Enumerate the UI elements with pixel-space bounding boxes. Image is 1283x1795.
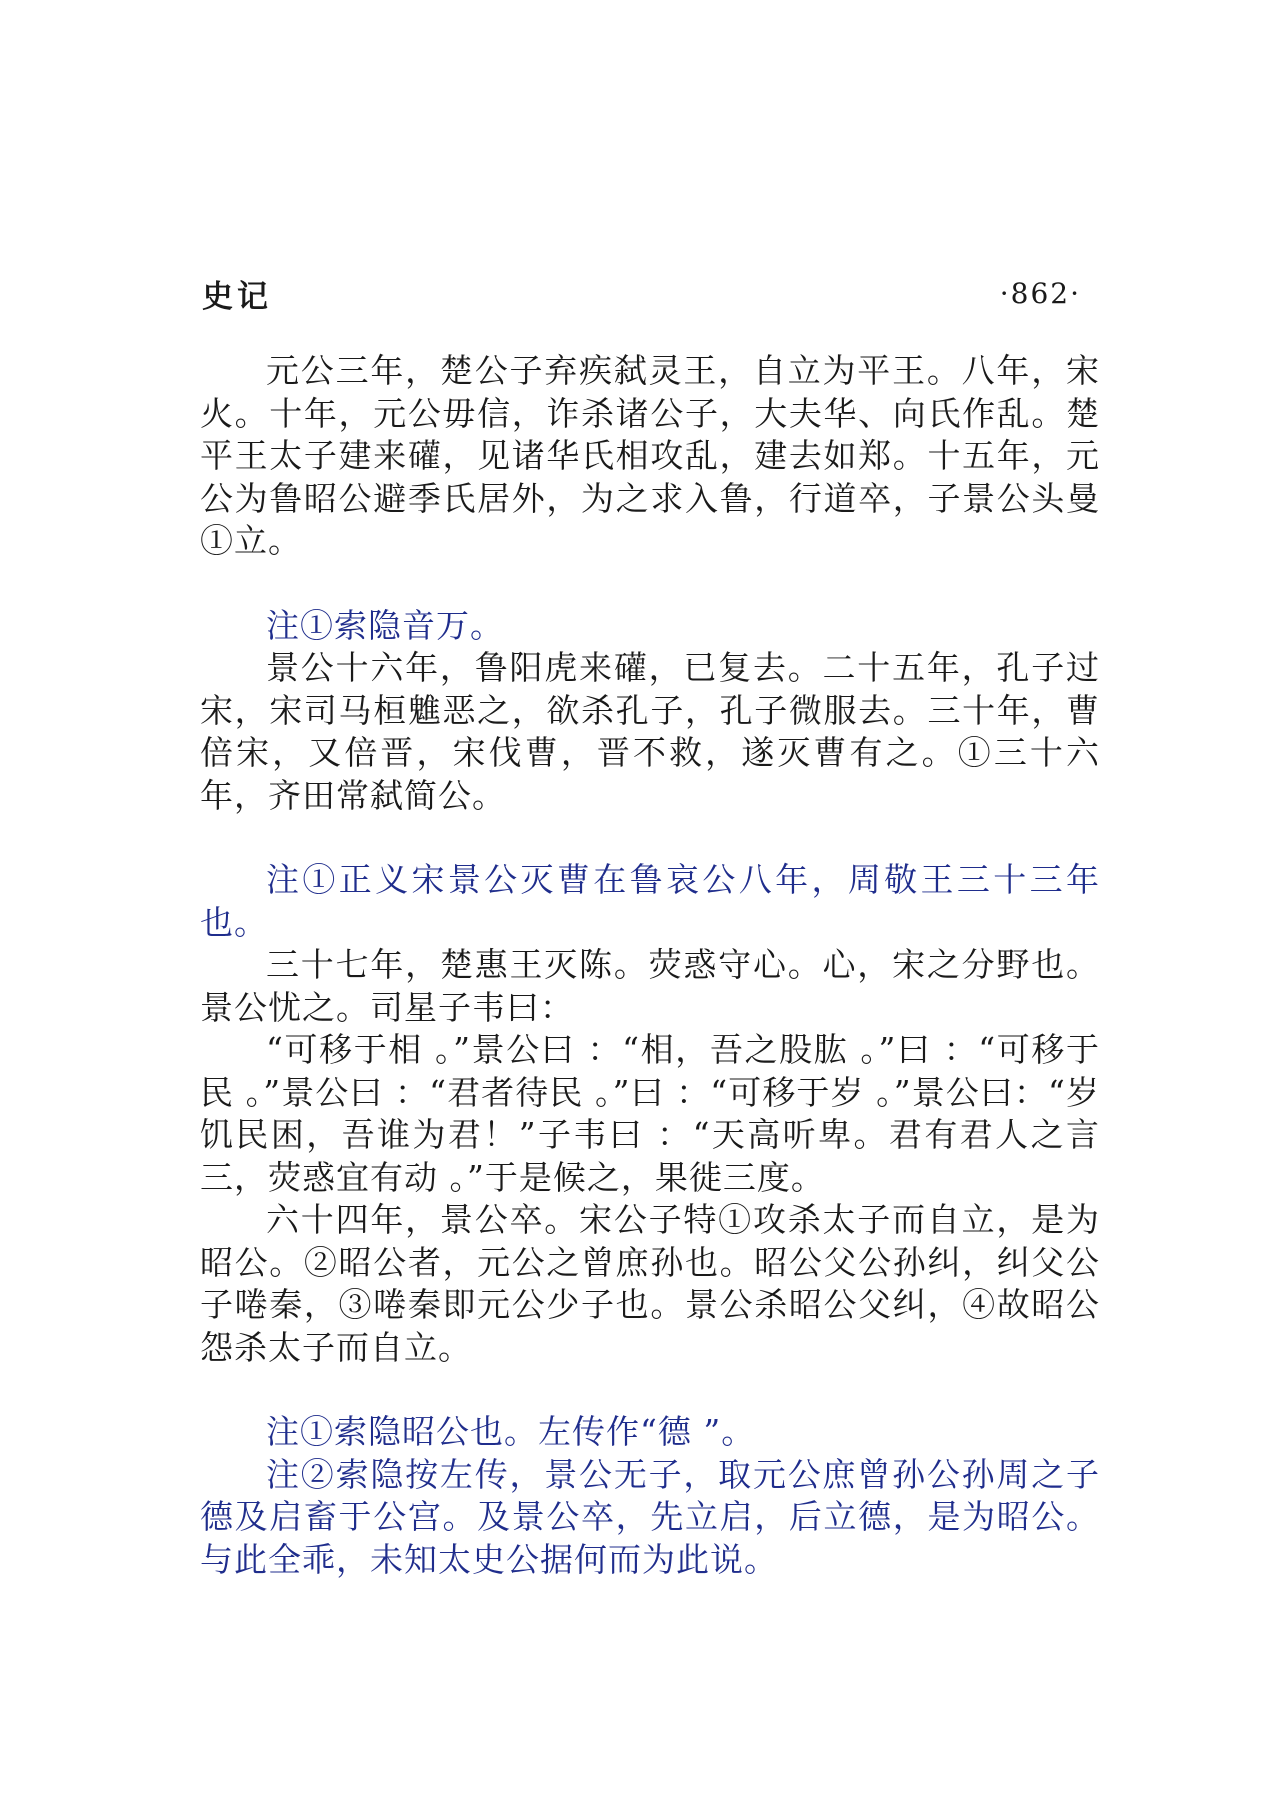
main-paragraph: 三十七年，楚惠王灭陈。荧惑守心。心，宋之分野也。景公忧之。司星子韦曰： bbox=[200, 945, 1100, 1027]
main-paragraph: “可移于相 。”景公曰 ：“相，吾之股肱 。”曰 ：“可移于民 。”景公曰 ：“君者待民 。”曰 ：“可移于岁 。”景公曰：“岁饥民困，吾谁为君！”子韦曰 ：“天高听卑。君有君人之言三，荧惑宜有动 。”于是候之，果徙三度。 bbox=[200, 1030, 1100, 1197]
main-paragraph: 元公三年，楚公子弃疾弑灵王，自立为平王。八年，宋火。十年，元公毋信，诈杀诸公子，大夫华、向氏作乱。楚平王太子建来礶，见诸华氏相攻乱，建去如郑。十五年，元公为鲁昭公避季氏居外，为之求入鲁，行道卒，子景公头曼①立。 bbox=[200, 351, 1100, 560]
annotation: 注①索隐昭公也。左传作“德 ”。 bbox=[266, 1412, 756, 1451]
book-title: 史记 bbox=[202, 278, 272, 315]
annotation: 注①正义宋景公灭曹在鲁哀公八年，周敬王三十三年也。 bbox=[200, 860, 1100, 942]
page-body bbox=[200, 350, 1100, 1581]
annotation: 注①索隐音万。 bbox=[266, 605, 504, 645]
main-paragraph: 景公十六年，鲁阳虎来礶，已复去。二十五年，孔子过宋，宋司马桓魋恶之，欲杀孔子，孔子微服去。三十年，曹倍宋，又倍晋，宋伐曹，晋不救，遂灭曹有之。①三十六年，齐田常弑简公。 bbox=[200, 648, 1100, 815]
page-number: ·862· bbox=[999, 276, 1081, 310]
main-paragraph: 六十四年，景公卒。宋公子特①攻杀太子而自立，是为昭公。②昭公者，元公之曾庶孙也。昭公父公孙纠，纠父公子啳秦，③啳秦即元公少子也。景公杀昭公父纠，④故昭公怨杀太子而自立。 bbox=[200, 1200, 1100, 1367]
page-header bbox=[202, 268, 1081, 318]
annotation: 注②索隐按左传，景公无子，取元公庶曾孙公孙周之子德及启畜于公宫。及景公卒，先立启，后立德，是为昭公。与此全乖，未知太史公据何而为此说。 bbox=[200, 1454, 1100, 1579]
